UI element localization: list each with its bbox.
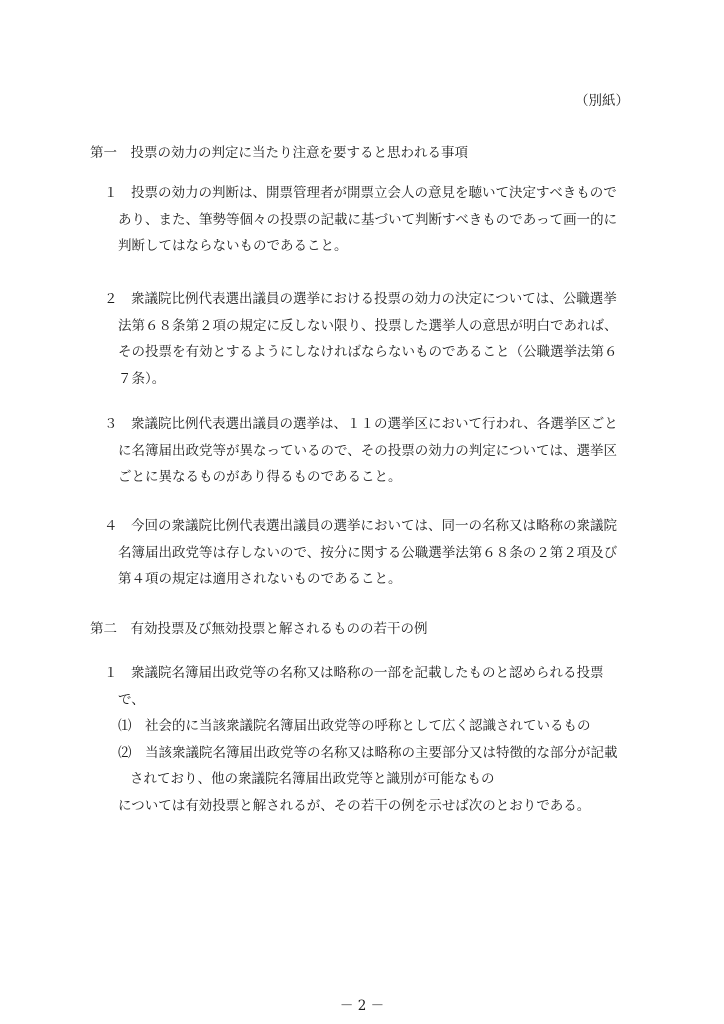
item-line: ４ 今回の衆議院比例代表選出議員の選挙においては、同一の名称又は略称の衆議院	[104, 518, 617, 534]
item-line: に名簿届出政党等が異なっているので、その投票の効力の判定については、選挙区	[118, 442, 617, 459]
item-line: その投票を有効とするようにしなければならないものであること（公職選挙法第６	[118, 344, 618, 360]
sub-item-line: ⑵ 当該衆議院名簿届出政党等の名称又は略称の主要部分又は特徴的な部分が記載	[118, 744, 618, 761]
section-1-item-2	[104, 286, 640, 392]
item-line: １ 衆議院名簿届出政党等の名称又は略称の一部を記載したものと認められる投票	[104, 665, 604, 681]
item-line: 法第６８条第２項の規定に反しない限り、投票した選挙人の意思が明白であれば、	[118, 317, 618, 334]
item-line: １ 投票の効力の判断は、開票管理者が開票立会人の意見を聴いて決定すべきもので	[104, 185, 617, 201]
section-1-item-1	[104, 180, 640, 260]
item-line: 判断してはならないものであること。	[118, 238, 348, 254]
section-1-item-4	[104, 513, 640, 593]
annex-label: （別紙）	[575, 93, 629, 109]
section-2-title: 第二 有効投票及び無効投票と解されるものの若干の例	[90, 621, 428, 637]
section-1-title: 第一 投票の効力の判定に当たり注意を要すると思われる事項	[90, 145, 468, 161]
item-line: ２ 衆議院比例代表選出議員の選挙における投票の効力の決定については、公職選挙	[104, 291, 617, 307]
item-line: 第４項の規定は適用されないものであること。	[118, 571, 402, 587]
item-line: については有効投票と解されるが、その若干の例を示せば次のとおりである。	[118, 797, 591, 814]
item-line: ３ 衆議院比例代表選出議員の選挙は、１１の選挙区において行われ、各選挙区ごと	[104, 416, 618, 432]
item-line: ７条）。	[118, 370, 166, 387]
item-line: あり、また、筆勢等個々の投票の記載に基づいて判断すべきものであって画一的に	[118, 211, 618, 228]
item-line: ごとに異なるものがあり得るものであること。	[118, 469, 402, 485]
section-2-item-1	[104, 660, 640, 819]
sub-item-continuation: されており、他の衆議院名簿届出政党等と識別が可能なもの	[130, 771, 495, 787]
page-number: － 2 －	[339, 998, 385, 1014]
sub-item-line: ⑴ 社会的に当該衆議院名簿届出政党等の呼称として広く認識されているもの	[118, 718, 591, 734]
section-1-item-3	[104, 411, 640, 491]
item-line: 名簿届出政党等は存しないので、按分に関する公職選挙法第６８条の２第２項及び	[118, 544, 618, 561]
item-line: で、	[118, 691, 145, 708]
